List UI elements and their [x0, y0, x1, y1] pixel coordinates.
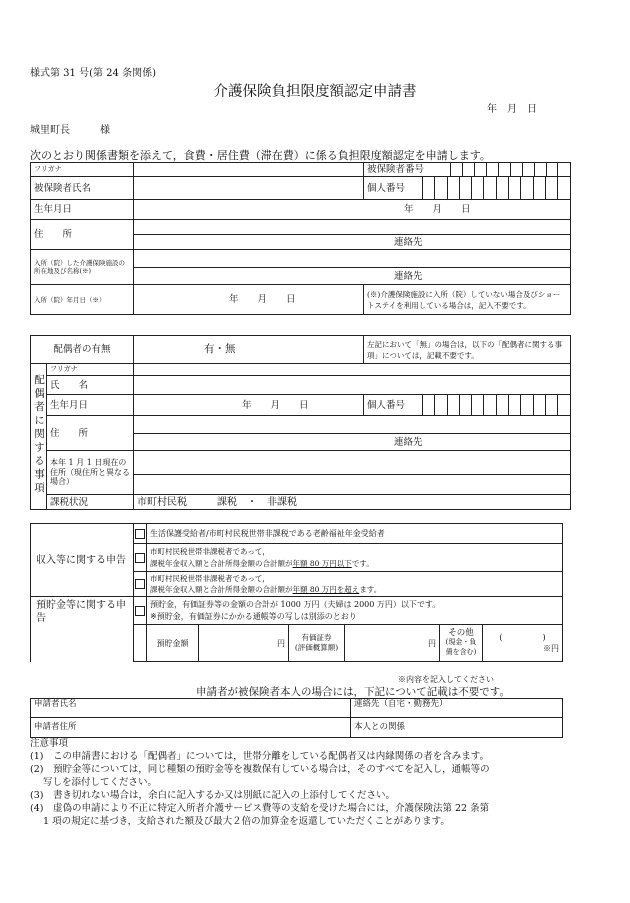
spouse-personal-number-digit[interactable]: [423, 395, 435, 415]
dob-input[interactable]: 年 月 日: [134, 200, 571, 220]
note-4b: 1 項の規定に基づき，支給された額及び最大２倍の加算金を返還していただくことがあります。: [43, 816, 450, 827]
spouse-address-input[interactable]: [134, 416, 571, 434]
spouse-personal-number-digit[interactable]: [447, 395, 459, 415]
applicant-table: [30, 162, 571, 315]
spouse-personal-number-label: 個人番号: [364, 395, 423, 415]
income-label: 収入等に関する申告: [31, 524, 134, 597]
note-3: (3) 書き切れない場合は，余白に記入するか又は別紙に記入の上添付してください。: [30, 790, 395, 801]
agent-name-field[interactable]: 申請者氏名: [31, 699, 351, 718]
form-title: 介護保険負担限度額認定申請書: [213, 84, 417, 100]
insured-number-digit[interactable]: [462, 163, 474, 176]
furigana-label: フリガナ: [31, 163, 134, 177]
other-note: ※内容を記入してください: [398, 675, 494, 684]
spouse-personal-number-digit[interactable]: [496, 395, 508, 415]
note-2a: (2) 預貯金等については，同じ種類の預貯金等を複数保有している場合は，そのすべてを記入し，通帳等の: [30, 764, 490, 775]
addressee: 城里町長 様: [30, 125, 110, 136]
spouse-name-label: 氏 名: [47, 376, 134, 395]
agent-table: [30, 698, 563, 738]
income-option-3-text: 市町村民税世帯非課税者であって， 課税年金収入額と合計所得金額の合計額が年額 80 万円を超えます。: [147, 572, 563, 597]
insured-name-input[interactable]: [134, 177, 364, 200]
notes-heading: 注意事項: [30, 738, 69, 749]
personal-number-digit[interactable]: [484, 177, 496, 199]
has-spouse-label: 配偶者の有無: [31, 336, 134, 364]
spouse-personal-number-digit[interactable]: [459, 395, 471, 415]
facility-contact[interactable]: 連絡先: [134, 268, 571, 285]
spouse-address-contact[interactable]: 連絡先: [134, 434, 571, 451]
personal-number-label: 個人番号: [364, 177, 423, 199]
other-amount-input[interactable]: ( ) ※円: [483, 625, 563, 662]
agent-address-field[interactable]: 申請者住所: [31, 718, 351, 738]
agent-relation-field[interactable]: 本人との関係: [351, 718, 563, 738]
tax-status-choice[interactable]: 市町村民税 課税 ・ 非課税: [134, 495, 571, 510]
insured-number-digit[interactable]: [451, 163, 463, 176]
intro-text: 次のとおり関係書類を添えて，食費・居住費（滞在費）に係る負担限度額認定を申請します。: [30, 149, 491, 162]
spouse-personal-number-digit[interactable]: [558, 395, 570, 415]
agent-note: 申請者が被保険者本人の場合には，下記について記載は不要です。: [196, 686, 510, 698]
personal-number-digit[interactable]: [508, 177, 520, 199]
jan1-address-input-2[interactable]: [134, 475, 571, 495]
insured-number-digit[interactable]: [486, 163, 498, 176]
deposit-amount-input[interactable]: 円: [199, 625, 289, 662]
spouse-table: [30, 335, 571, 510]
address-label: 住 所: [31, 220, 134, 250]
spouse-name-input[interactable]: [134, 376, 571, 395]
income-option-2-text: 市町村民税世帯非課税者であって， 課税年金収入額と合計所得金額の合計額が年額 80 万円以下です。: [147, 544, 563, 572]
insured-number-digit[interactable]: [558, 163, 570, 176]
personal-number-digit[interactable]: [459, 177, 471, 199]
income-option-2-checkbox[interactable]: [135, 553, 145, 563]
income-table: [30, 523, 563, 662]
address-input[interactable]: [134, 220, 571, 235]
personal-number-digit[interactable]: [558, 177, 570, 199]
income-option-1-text: 生活保護受給者/市町村民税世帯非課税である老齢福祉年金受給者: [147, 524, 563, 544]
has-spouse-choice[interactable]: 有・無: [134, 336, 364, 364]
insured-number-label: 被保険者番号: [364, 163, 451, 176]
admission-label: 入所（院）年月日（※）: [31, 285, 134, 315]
spouse-section-label: 配偶者に関する事項: [31, 364, 47, 510]
insured-number-digit[interactable]: [474, 163, 486, 176]
personal-number-digit[interactable]: [447, 177, 459, 199]
savings-checkbox[interactable]: [135, 606, 145, 616]
personal-number-digit[interactable]: [533, 177, 545, 199]
date-line: 年 月 日: [487, 104, 537, 115]
securities-amount-input[interactable]: 円: [345, 625, 440, 662]
spouse-personal-number-digit[interactable]: [508, 395, 520, 415]
tax-status-label: 課税状況: [47, 495, 134, 510]
savings-label: 預貯金等に関する申告: [31, 597, 134, 662]
spouse-furigana-input[interactable]: [134, 364, 571, 376]
spouse-personal-number-digit[interactable]: [533, 395, 545, 415]
insured-number-digit[interactable]: [498, 163, 510, 176]
note-2b: 写しを添付してください。: [43, 777, 158, 788]
admission-note: (※)介護保険施設に入所（院）していない場合及びショートステイを利用している場合は，記入不要です。: [364, 285, 571, 315]
jan1-address-label: 本年 1 月 1 日現在の住所（現住所と異なる場合）: [47, 451, 134, 495]
note-1: (1) この申請書における「配偶者」については，世帯分離をしている配偶者又は内縁関係の者を含みます。: [30, 751, 490, 762]
spouse-dob-label: 生年月日: [47, 395, 134, 416]
insured-number-digit[interactable]: [522, 163, 534, 176]
other-label: その他 (現金・負債を含む): [440, 625, 483, 662]
form-number: 様式第 31 号(第 24 条関係): [30, 68, 156, 79]
personal-number-digit[interactable]: [545, 177, 557, 199]
furigana-input[interactable]: [134, 163, 364, 177]
personal-number-digit[interactable]: [496, 177, 508, 199]
income-option-3-checkbox[interactable]: [135, 579, 145, 589]
insured-number-digit[interactable]: [510, 163, 522, 176]
facility-input[interactable]: [134, 250, 571, 268]
spouse-personal-number-digit[interactable]: [545, 395, 557, 415]
personal-number-digit[interactable]: [472, 177, 484, 199]
note-4a: (4) 虚偽の申請により不正に特定入所者介護サービス費等の支給を受けた場合には，介護保険法第 22 条第: [30, 803, 490, 814]
personal-number-digit[interactable]: [423, 177, 435, 199]
spouse-dob-input[interactable]: 年 月 日: [134, 395, 364, 416]
spouse-personal-number-digit[interactable]: [472, 395, 484, 415]
securities-label: 有価証券 (評価概算額): [289, 625, 345, 662]
personal-number-digit[interactable]: [435, 177, 447, 199]
insured-number-digit[interactable]: [534, 163, 546, 176]
insured-name-label: 被保険者氏名: [31, 177, 134, 200]
admission-date-input[interactable]: 年 月 日: [134, 285, 364, 315]
deposit-label: 預貯金額: [147, 625, 199, 662]
facility-label: 入所（院）した介護保険施設の所在地及び名称(※): [31, 250, 134, 285]
jan1-address-input[interactable]: [134, 451, 571, 475]
spouse-personal-number-digit[interactable]: [484, 395, 496, 415]
personal-number-digit[interactable]: [521, 177, 533, 199]
savings-text: 預貯金，有価証券等の金額の合計が 1000 万円（夫婦は 2000 万円）以下です。 ※預貯金，有価証券にかかる通帳等の写しは別添のとおり: [147, 597, 563, 625]
spouse-address-label: 住 所: [47, 416, 134, 451]
has-spouse-note: 左記において「無」の場合は，以下の「配偶者に関する事項」については，記載不要です。: [364, 336, 571, 364]
spouse-personal-number-digit[interactable]: [435, 395, 447, 415]
insured-number-digit[interactable]: [546, 163, 558, 176]
income-option-1-checkbox[interactable]: [135, 529, 145, 539]
agent-contact-field[interactable]: 連絡先（自宅・勤務先）: [351, 699, 563, 718]
spouse-furigana-label: フリガナ: [47, 364, 134, 376]
dob-label: 生年月日: [31, 200, 134, 220]
spouse-personal-number-digit[interactable]: [521, 395, 533, 415]
address-contact[interactable]: 連絡先: [134, 235, 571, 250]
